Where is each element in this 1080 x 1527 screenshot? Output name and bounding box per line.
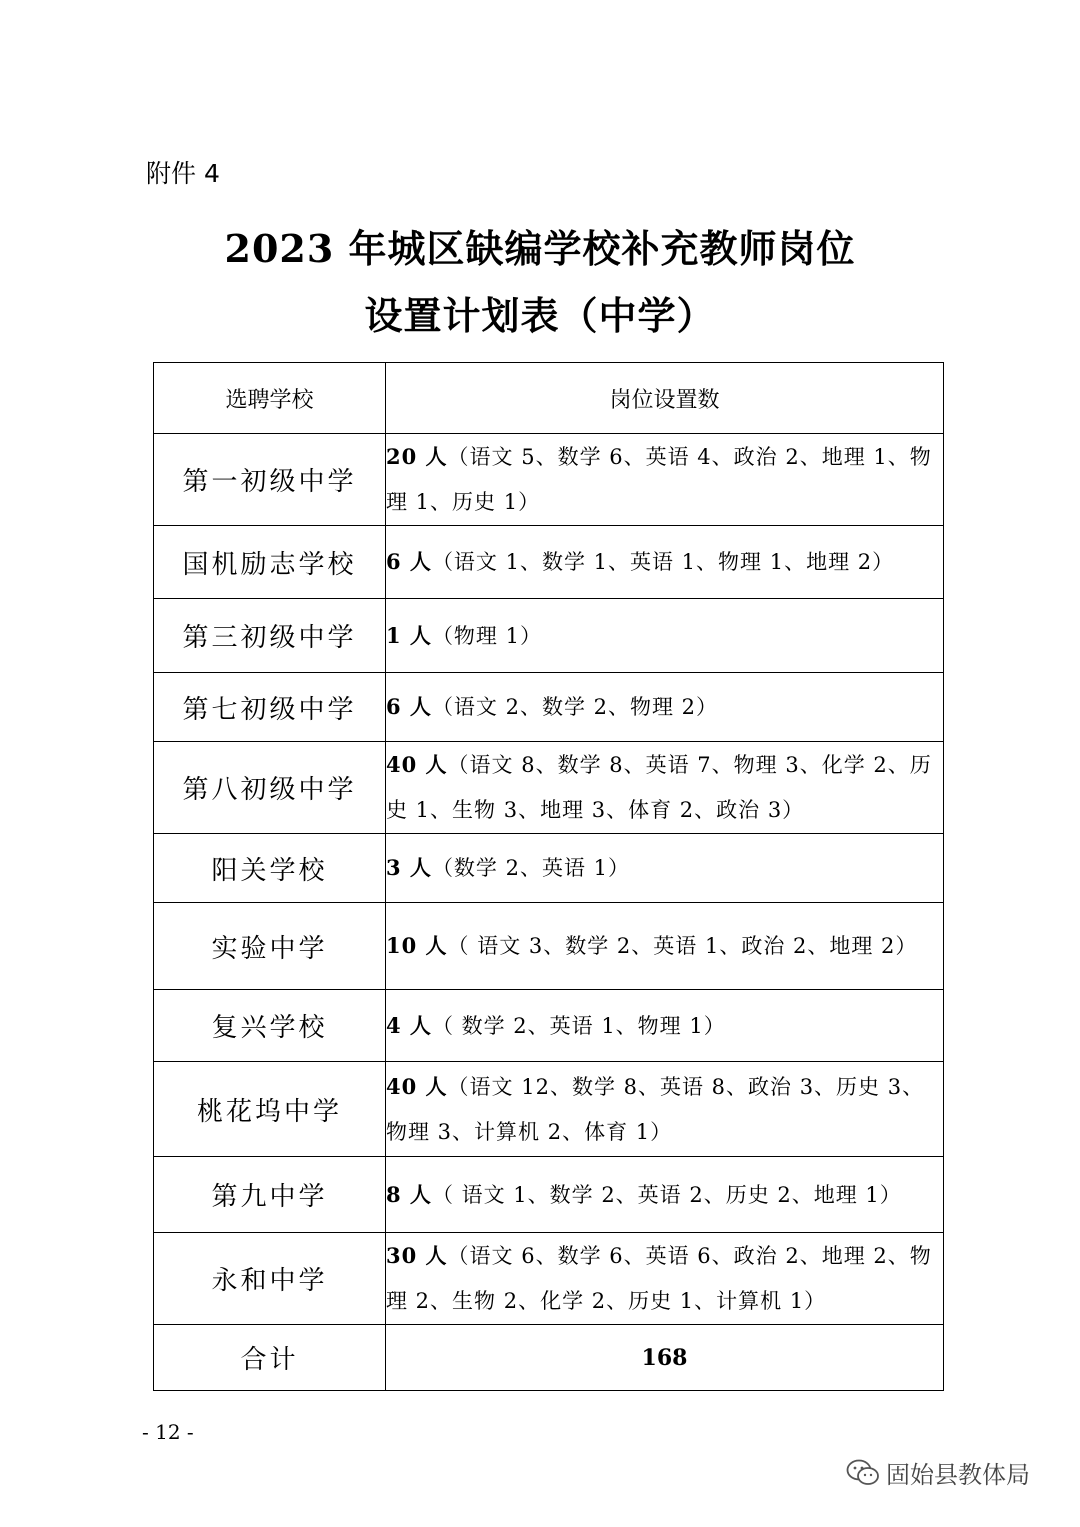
subject-breakdown: （语文 6、数学 6、英语 6、政治 2、地理 2、物理 2、生物 2、化学 2、历史 1、计算机 1） (386, 1244, 932, 1313)
school-name: 第八初级中学 (154, 742, 386, 834)
position-detail (386, 1157, 944, 1233)
school-name: 永和中学 (154, 1233, 386, 1325)
school-name: 第三初级中学 (154, 599, 386, 673)
watermark-text: 固始县教体局 (886, 1461, 1030, 1489)
table-row (154, 526, 944, 599)
subject-breakdown: （ 数学 2、英语 1、物理 1） (431, 1013, 726, 1038)
total-value: 168 (386, 1325, 944, 1391)
table-header-row (154, 363, 944, 434)
school-name: 阳关学校 (154, 834, 386, 903)
school-name: 第一初级中学 (154, 434, 386, 526)
position-count: 30 人 (386, 1243, 448, 1268)
subject-breakdown: （ 语文 3、数学 2、英语 1、政治 2、地理 2） (447, 934, 918, 958)
subject-breakdown: （物理 1） (431, 623, 542, 648)
position-count: 3 人 (386, 855, 432, 880)
wechat-icon (846, 1459, 880, 1487)
school-name: 第七初级中学 (154, 673, 386, 742)
total-label: 合计 (154, 1325, 386, 1391)
position-count: 6 人 (386, 694, 432, 719)
position-detail (386, 990, 944, 1062)
title-line-1: 2023 年城区缺编学校补充教师岗位 (224, 226, 856, 271)
table-row (154, 673, 944, 742)
page-number: - 12 - (142, 1420, 194, 1444)
table-row (154, 434, 944, 526)
subject-breakdown: （语文 1、数学 1、英语 1、物理 1、地理 2） (431, 550, 895, 574)
table-row (154, 903, 944, 990)
attachment-label: 附件 4 (146, 159, 220, 188)
position-count: 6 人 (386, 549, 432, 574)
table-row (154, 1233, 944, 1325)
watermark (846, 1455, 1030, 1490)
school-name: 实验中学 (154, 903, 386, 990)
position-detail (386, 742, 944, 834)
position-count: 10 人 (386, 933, 448, 958)
position-count: 8 人 (386, 1181, 432, 1207)
title-line-2: 设置计划表（中学） (364, 293, 716, 338)
position-count: 1 人 (386, 622, 432, 648)
school-name: 国机励志学校 (154, 526, 386, 599)
school-name: 第九中学 (154, 1157, 386, 1233)
position-detail (386, 1233, 944, 1325)
position-count: 20 人 (386, 444, 448, 469)
school-name: 复兴学校 (154, 990, 386, 1062)
position-count: 40 人 (386, 752, 448, 777)
position-count: 4 人 (386, 1012, 432, 1038)
position-detail (386, 673, 944, 742)
subject-breakdown: （语文 8、数学 8、英语 7、物理 3、化学 2、历史 1、生物 3、地理 3、体育 2、政治 3） (386, 753, 932, 822)
total-row (154, 1325, 944, 1391)
table-row (154, 1062, 944, 1157)
subject-breakdown: （语文 5、数学 6、英语 4、政治 2、地理 1、物理 1、历史 1） (386, 445, 932, 514)
table-row (154, 990, 944, 1062)
table-row (154, 834, 944, 903)
table-row (154, 1157, 944, 1233)
position-detail (386, 526, 944, 599)
subject-breakdown: （语文 12、数学 8、英语 8、政治 3、历史 3、物理 3、计算机 2、体育 1） (386, 1074, 925, 1144)
table-row (154, 742, 944, 834)
position-detail (386, 903, 944, 990)
subject-breakdown: （ 语文 1、数学 2、英语 2、历史 2、地理 1） (431, 1182, 902, 1207)
header-school: 选聘学校 (154, 363, 386, 434)
header-positions: 岗位设置数 (386, 363, 944, 434)
position-count: 40 人 (386, 1073, 448, 1099)
subject-breakdown: （语文 2、数学 2、物理 2） (431, 695, 719, 719)
position-detail (386, 434, 944, 526)
position-detail (386, 834, 944, 903)
position-detail (386, 599, 944, 673)
position-detail (386, 1062, 944, 1157)
school-name: 桃花坞中学 (154, 1062, 386, 1157)
subject-breakdown: （数学 2、英语 1） (431, 856, 631, 880)
table-row (154, 599, 944, 673)
plan-table (153, 362, 944, 1391)
